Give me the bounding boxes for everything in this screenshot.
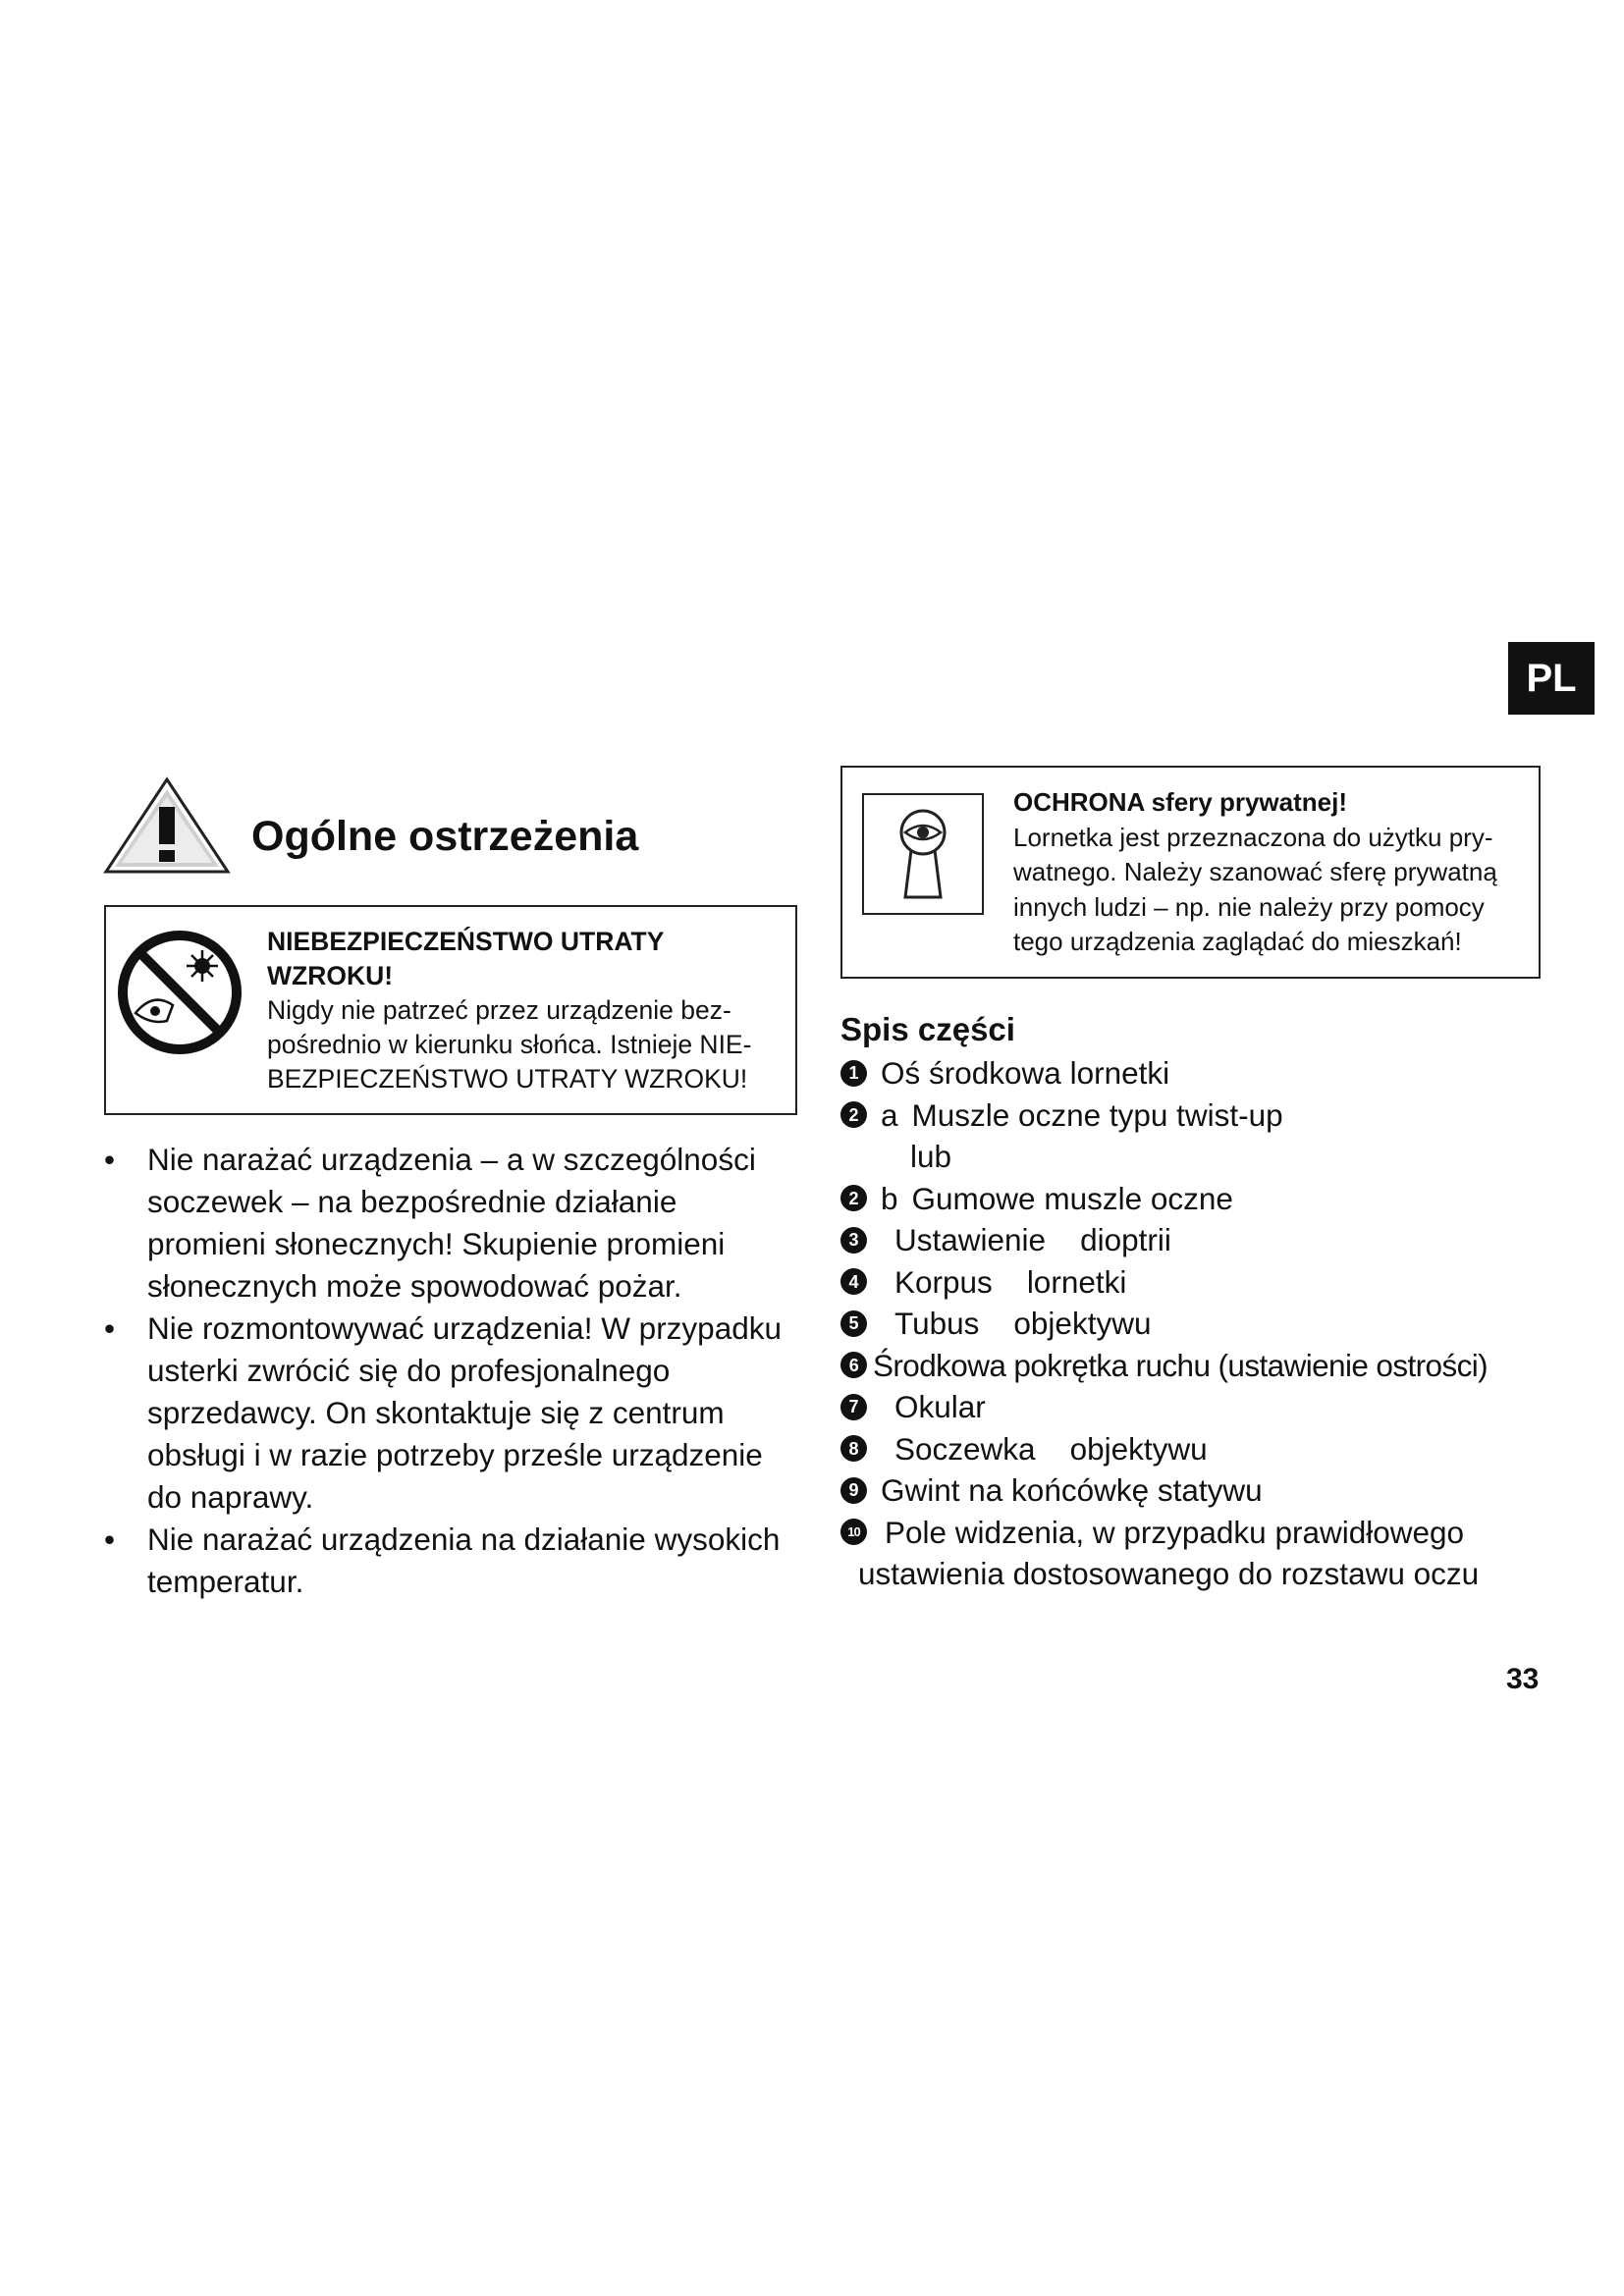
part-suffix: a	[881, 1096, 898, 1133]
part-label: Tubus objektywu	[894, 1306, 1152, 1341]
no-sun-viewing-icon	[116, 929, 244, 1056]
part-item	[840, 1512, 1547, 1554]
section-title: Ogólne ostrzeżenia	[251, 813, 639, 860]
part-item	[840, 1052, 1547, 1095]
part-label: Środkowa pokrętka ruchu (ustawienie ostrości)	[873, 1347, 1489, 1383]
part-label: ustawienia dostosowanego do rozstawu oczu	[858, 1556, 1480, 1591]
part-label: Soczewka objektywu	[894, 1430, 1208, 1467]
part-item	[840, 1219, 1547, 1261]
bullet-line: słonecznych może spowodować pożar.	[147, 1268, 682, 1304]
part-item	[840, 1261, 1547, 1304]
privacy-text	[1013, 785, 1524, 960]
sun-danger-text	[267, 925, 787, 1096]
part-number-badge: 4	[840, 1268, 867, 1295]
bullet-dot: •	[104, 1310, 116, 1346]
part-number-badge: 3	[840, 1227, 867, 1254]
bullet-item	[104, 1308, 811, 1519]
sun-danger-box	[104, 905, 797, 1115]
part-number-badge: 1	[840, 1060, 867, 1087]
part-label: Ustawienie dioptrii	[894, 1222, 1171, 1257]
privacy-title: OCHRONA sfery prywatnej!	[1013, 787, 1347, 817]
privacy-box	[840, 766, 1541, 979]
part-label: Pole widzenia, w przypadku prawidłowego	[885, 1514, 1465, 1550]
part-label: Oś środkowa lornetki	[881, 1055, 1170, 1091]
bullet-line: obsługi i w razie potrzeby prześle urządzenie	[147, 1437, 763, 1472]
part-label: lub	[910, 1139, 952, 1174]
part-item	[840, 1469, 1547, 1512]
bullet-line: promieni słonecznych! Skupienie promieni	[147, 1226, 726, 1261]
language-tab: PL	[1508, 642, 1595, 715]
bullet-item	[104, 1139, 811, 1308]
bullet-line: sprzedawcy. On skontaktuje się z centrum	[147, 1395, 725, 1430]
keyhole-eye-icon	[864, 795, 981, 912]
part-suffix: b	[881, 1180, 898, 1216]
bullet-line: usterki zwrócić się do profesjonalnego	[147, 1353, 671, 1388]
sun-danger-title-2: WZROKU!	[267, 961, 394, 990]
part-item	[840, 1303, 1547, 1345]
part-item	[840, 1386, 1547, 1428]
part-label: Muszle oczne typu twist-up	[911, 1096, 1283, 1133]
part-number-badge: 7	[840, 1394, 867, 1420]
part-item	[840, 1095, 1547, 1137]
bullet-item	[104, 1519, 811, 1603]
part-item	[840, 1428, 1547, 1470]
sun-danger-line-3: BEZPIECZEŃSTWO UTRATY WZROKU!	[267, 1064, 748, 1094]
bullet-line: Nie narażać urządzenia na działanie wysokich	[147, 1522, 781, 1557]
bullet-line: temperatur.	[147, 1564, 304, 1599]
sun-danger-line-1: Nigdy nie patrzeć przez urządzenie bez-	[267, 995, 731, 1025]
part-label: Gwint na końcówkę statywu	[881, 1472, 1263, 1508]
part-number-badge: 5	[840, 1310, 867, 1337]
warning-bullet-list	[104, 1139, 811, 1603]
bullet-line: do naprawy.	[147, 1479, 314, 1515]
part-item	[840, 1345, 1547, 1387]
part-label: Gumowe muszle oczne	[911, 1180, 1233, 1216]
privacy-line-2: watnego. Należy szanować sferę prywatną	[1013, 857, 1497, 886]
bullet-dot: •	[104, 1522, 116, 1557]
bullet-line: soczewek – na bezpośrednie działanie	[147, 1184, 677, 1219]
page-number: 33	[1506, 1663, 1540, 1695]
sun-danger-line-2: pośrednio w kierunku słońca. Istnieje NIE-	[267, 1030, 752, 1059]
part-label: Okular	[894, 1389, 986, 1424]
bullet-dot: •	[104, 1142, 116, 1177]
bullet-line: Nie rozmontowywać urządzenia! W przypadku	[147, 1310, 783, 1346]
part-label: Korpus lornetki	[894, 1263, 1127, 1300]
part-number-badge: 2	[840, 1101, 867, 1128]
part-number-badge: 2	[840, 1185, 867, 1211]
part-item-continuation	[840, 1136, 1547, 1178]
privacy-icon-frame	[862, 793, 984, 915]
part-number-badge: 8	[840, 1435, 867, 1462]
privacy-line-3: innych ludzi – np. nie należy przy pomocy	[1013, 891, 1485, 922]
sun-danger-title-1: NIEBEZPIECZEŃSTWO UTRATY	[267, 927, 665, 956]
part-item-continuation	[840, 1553, 1547, 1595]
parts-title: Spis części	[840, 1011, 1015, 1047]
privacy-line-1: Lornetka jest przeznaczona do użytku pry-	[1013, 822, 1493, 852]
privacy-line-4: tego urządzenia zaglądać do mieszkań!	[1013, 927, 1462, 956]
part-item	[840, 1178, 1547, 1220]
part-number-badge: 6	[840, 1352, 867, 1378]
part-number-badge: 9	[840, 1477, 867, 1504]
parts-list	[840, 1052, 1547, 1595]
bullet-line: Nie narażać urządzenia – a w szczególności	[147, 1142, 756, 1177]
warning-triangle-icon	[102, 775, 232, 876]
part-number-badge: 10	[840, 1519, 867, 1545]
